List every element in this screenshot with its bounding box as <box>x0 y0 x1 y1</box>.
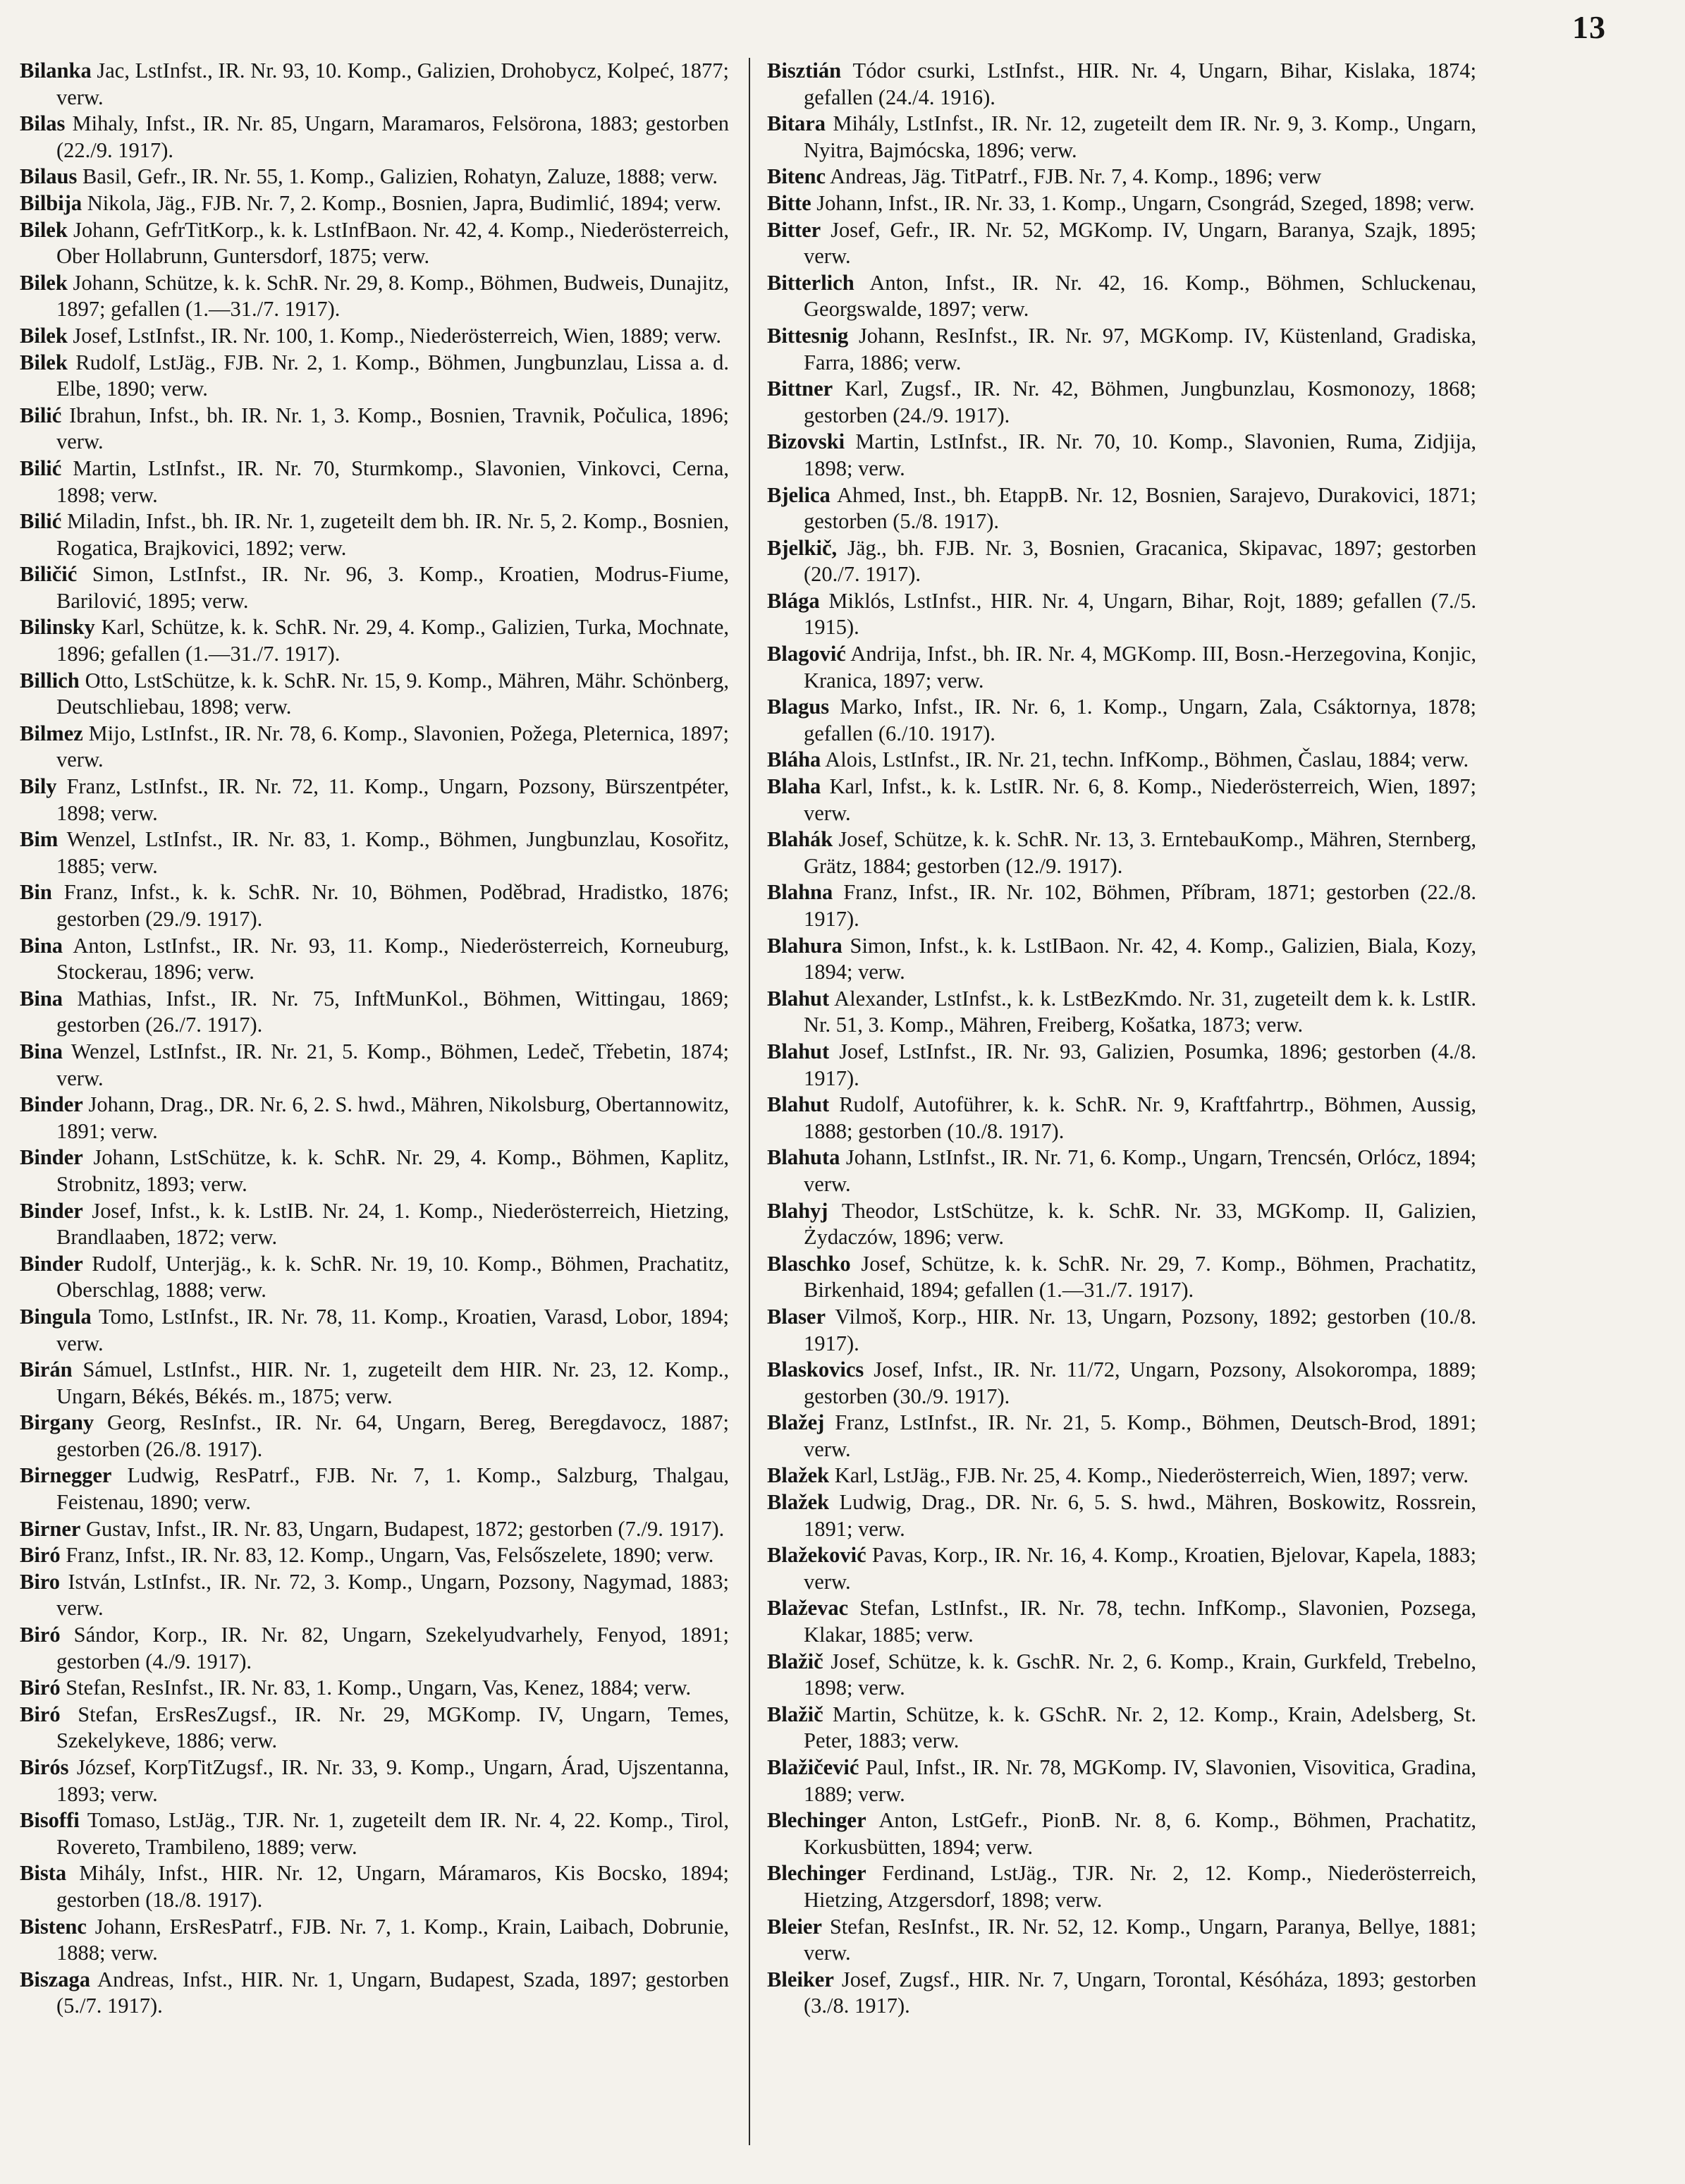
roll-entry <box>20 1251 729 1304</box>
entry-details: Otto, LstSchütze, k. k. SchR. Nr. 15, 9. Komp., Mähren, Mähr. Schönberg, Deutschliebau, 1898; verw. <box>56 668 730 719</box>
roll-entry <box>20 1304 729 1357</box>
roll-entry <box>767 1967 1476 2020</box>
roll-entry <box>20 164 729 190</box>
entry-surname: Bláha <box>767 748 821 772</box>
entry-surname: Birós <box>20 1755 69 1779</box>
entry-details: Stefan, LstInfst., IR. Nr. 78, techn. InfKomp., Slavonien, Pozsega, Klakar, 1885; verw. <box>804 1596 1476 1647</box>
entry-surname: Blaževac <box>767 1596 849 1621</box>
entry-surname: Binder <box>20 1092 83 1117</box>
entry-details: Johann, Schütze, k. k. SchR. Nr. 29, 8. Komp., Böhmen, Budweis, Dunajitz, 1897; gefallen (1.—31./7. 1917). <box>56 270 730 322</box>
roll-entry <box>767 376 1476 429</box>
entry-surname: Biró <box>20 1676 61 1700</box>
entry-details: Josef, Zugsf., HIR. Nr. 7, Ungarn, Torontal, Késóháza, 1893; gestorben (3./8. 1917). <box>804 1967 1476 2018</box>
entry-surname: Blahna <box>767 880 833 905</box>
entry-surname: Blažeković <box>767 1543 866 1568</box>
entry-surname: Blahut <box>767 1039 830 1063</box>
entry-surname: Birner <box>20 1516 81 1541</box>
entry-details: Tomo, LstInfst., IR. Nr. 78, 11. Komp., Kroatien, Varasd, Lobor, 1894; verw. <box>56 1304 730 1355</box>
roll-entry <box>20 1039 729 1092</box>
roll-entry <box>20 1092 729 1145</box>
entry-details: Josef, Schütze, k. k. SchR. Nr. 29, 7. Komp., Böhmen, Prachatitz, Birkenhaid, 1894; gefallen (1.—31./7. 1917). <box>804 1251 1476 1303</box>
entry-surname: Bilek <box>20 350 68 374</box>
entry-surname: Bitterlich <box>767 270 854 295</box>
entry-details: Josef, Schütze, k. k. GschR. Nr. 2, 6. Komp., Krain, Gurkfeld, Trebelno, 1898; verw. <box>804 1649 1477 1700</box>
roll-entry <box>20 403 729 456</box>
entry-surname: Biro <box>20 1569 61 1594</box>
column-divider <box>749 58 750 2145</box>
entry-surname: Blahura <box>767 933 842 958</box>
entry-details: Alois, LstInfst., IR. Nr. 21, techn. InfKomp., Böhmen, Časlau, 1884; verw. <box>825 748 1469 772</box>
entry-surname: Bilmez <box>20 721 83 745</box>
entry-surname: Blaser <box>767 1304 826 1329</box>
entry-surname: Blechinger <box>767 1861 866 1886</box>
entry-details: Anton, Infst., IR. Nr. 42, 16. Komp., Böhmen, Schluckenau, Georgswalde, 1897; verw. <box>804 270 1476 322</box>
entry-details: Georg, ResInfst., IR. Nr. 64, Ungarn, Bereg, Beregdavocz, 1887; gestorben (26./8. 1917). <box>56 1410 729 1461</box>
roll-entry <box>20 1622 729 1675</box>
entry-details: Andreas, Infst., HIR. Nr. 1, Ungarn, Budapest, Szada, 1897; gestorben (5./7. 1917). <box>56 1967 729 2018</box>
roll-entry <box>20 1516 729 1543</box>
entry-details: Johann, Drag., DR. Nr. 6, 2. S. hwd., Mähren, Nikolsburg, Obertannowitz, 1891; verw. <box>56 1092 729 1143</box>
entry-surname: Bjelkič, <box>767 535 838 560</box>
entry-surname: Bilić <box>20 509 62 534</box>
entry-details: Tomaso, LstJäg., TJR. Nr. 1, zugeteilt dem IR. Nr. 4, 22. Komp., Tirol, Rovereto, Trambileno, 1889; verw. <box>56 1808 730 1859</box>
entry-surname: Biró <box>20 1543 61 1568</box>
left-column <box>20 58 729 2020</box>
entry-surname: Blaha <box>767 774 821 799</box>
entry-details: Miklós, LstInfst., HIR. Nr. 4, Ungarn, Bihar, Rojt, 1889; gefallen (7./5. 1915). <box>804 588 1476 640</box>
roll-entry <box>767 1860 1476 1913</box>
entry-details: Mihaly, Infst., IR. Nr. 85, Ungarn, Maramaros, Felsörona, 1883; gestorben (22./9. 1917). <box>56 111 729 162</box>
entry-surname: Bilaus <box>20 164 78 189</box>
entry-details: Karl, Infst., k. k. LstIR. Nr. 6, 8. Komp., Niederösterreich, Wien, 1897; verw. <box>804 774 1476 825</box>
roll-entry <box>767 1039 1476 1092</box>
roll-entry <box>767 826 1476 879</box>
roll-entry <box>767 1489 1476 1542</box>
roll-entry <box>20 721 729 774</box>
entry-surname: Birán <box>20 1358 73 1382</box>
entry-surname: Bilas <box>20 111 66 136</box>
entry-details: Franz, Infst., k. k. SchR. Nr. 10, Böhmen, Poděbrad, Hradistko, 1876; gestorben (29./9. 1917). <box>56 880 729 931</box>
roll-entry <box>767 933 1476 986</box>
entry-details: Johann, Infst., IR. Nr. 33, 1. Komp., Ungarn, Csongrád, Szeged, 1898; verw. <box>816 190 1475 215</box>
roll-entry <box>20 58 729 111</box>
entry-surname: Blažič <box>767 1649 823 1673</box>
entry-details: Sándor, Korp., IR. Nr. 82, Ungarn, Szekelyudvarhely, Fenyod, 1891; gestorben (4./9. 1917). <box>56 1623 729 1673</box>
entry-details: Tódor csurki, LstInfst., HIR. Nr. 4, Ungarn, Bihar, Kislaka, 1874; gefallen (24./4. 1916). <box>804 59 1476 109</box>
entry-surname: Bilek <box>20 270 68 295</box>
roll-entry <box>20 826 729 879</box>
roll-entry <box>20 1198 729 1251</box>
roll-entry <box>20 561 729 614</box>
roll-entry <box>20 1145 729 1197</box>
entry-details: Rudolf, Autoführer, k. k. SchR. Nr. 9, Kraftfahrtrp., Böhmen, Aussig, 1888; gestorben (10./8. 1917). <box>804 1092 1476 1143</box>
roll-entry <box>767 1251 1476 1304</box>
roll-entry <box>767 164 1476 190</box>
entry-surname: Bilinsky <box>20 615 95 640</box>
roll-entry <box>767 1702 1476 1755</box>
entry-details: Theodor, LstSchütze, k. k. SchR. Nr. 33, MGKomp. II, Galizien, Żydaczów, 1896; verw. <box>804 1198 1476 1250</box>
entry-details: Ferdinand, LstJäg., TJR. Nr. 2, 12. Komp., Niederösterreich, Hietzing, Atzgersdorf, 1898; verw. <box>804 1861 1476 1912</box>
roll-entry <box>20 933 729 986</box>
entry-surname: Bim <box>20 827 59 852</box>
entry-surname: Bina <box>20 986 63 1011</box>
roll-entry <box>767 1542 1476 1595</box>
roll-entry <box>767 58 1476 111</box>
entry-surname: Biró <box>20 1702 61 1726</box>
entry-surname: Bingula <box>20 1304 92 1329</box>
roll-entry <box>767 1357 1476 1410</box>
entry-details: Johann, ResInfst., IR. Nr. 97, MGKomp. IV, Küstenland, Gradiska, Farra, 1886; verw. <box>804 323 1476 374</box>
roll-entry <box>20 1463 729 1515</box>
roll-entry <box>767 482 1476 535</box>
entry-details: Vilmoš, Korp., HIR. Nr. 13, Ungarn, Pozsony, 1892; gestorben (10./8. 1917). <box>804 1304 1476 1355</box>
entry-details: Franz, Infst., IR. Nr. 83, 12. Komp., Ungarn, Vas, Felsőszelete, 1890; verw. <box>66 1543 714 1568</box>
entry-surname: Blahut <box>767 986 830 1011</box>
entry-surname: Bily <box>20 774 57 799</box>
roll-entry <box>20 190 729 217</box>
right-column <box>767 58 1476 2020</box>
entry-details: Jac, LstInfst., IR. Nr. 93, 10. Komp., Galizien, Drohobycz, Kolpeć, 1877; verw. <box>56 59 729 109</box>
roll-entry <box>767 429 1476 482</box>
roll-entry <box>767 1807 1476 1860</box>
entry-details: Mihály, LstInfst., IR. Nr. 12, zugeteilt dem IR. Nr. 9, 3. Komp., Ungarn, Nyitra, Bajmócska, 1896; verw. <box>804 111 1476 162</box>
entry-details: Rudolf, LstJäg., FJB. Nr. 2, 1. Komp., Böhmen, Jungbunzlau, Lissa a. d. Elbe, 1890; verw. <box>56 350 729 401</box>
entry-details: Mihály, Infst., HIR. Nr. 12, Ungarn, Máramaros, Kis Bocsko, 1894; gestorben (18./8. 1917). <box>56 1861 729 1912</box>
roll-entry <box>767 111 1476 164</box>
entry-details: Jäg., bh. FJB. Nr. 3, Bosnien, Gracanica, Skipavac, 1897; gestorben (20./7. 1917). <box>804 535 1476 587</box>
roll-entry <box>767 694 1476 747</box>
entry-surname: Biličić <box>20 562 78 587</box>
entry-details: Martin, Schütze, k. k. GSchR. Nr. 2, 12. Komp., Krain, Adelsberg, St. Peter, 1883; verw. <box>804 1702 1476 1753</box>
entry-surname: Bilić <box>20 403 62 427</box>
entry-surname: Blažek <box>767 1490 830 1515</box>
roll-entry <box>767 323 1476 376</box>
entry-surname: Bitter <box>767 217 821 242</box>
roll-entry <box>20 350 729 403</box>
entry-details: Andreas, Jäg. TitPatrf., FJB. Nr. 7, 4. Komp., 1896; verw <box>829 164 1322 189</box>
entry-details: Marko, Infst., IR. Nr. 6, 1. Komp., Ungarn, Zala, Csáktornya, 1878; gefallen (6./10. 1917). <box>804 695 1477 745</box>
entry-surname: Binder <box>20 1251 83 1276</box>
entry-surname: Biszaga <box>20 1967 90 1991</box>
entry-details: Josef, Schütze, k. k. SchR. Nr. 13, 3. ErntebauKomp., Mähren, Sternberg, Grätz, 1884; gestorben (12./9. 1917). <box>804 827 1476 878</box>
entry-surname: Blagović <box>767 642 846 666</box>
entry-details: Johann, GefrTitKorp., k. k. LstInfBaon. Nr. 42, 4. Komp., Niederösterreich, Ober Hollabrunn, Guntersdorf, 1875; verw. <box>56 217 730 269</box>
entry-details: Karl, LstJäg., FJB. Nr. 25, 4. Komp., Niederösterreich, Wien, 1897; verw. <box>834 1463 1469 1488</box>
roll-entry <box>20 986 729 1039</box>
entry-surname: Bina <box>20 1039 63 1063</box>
entry-surname: Blažek <box>767 1463 830 1488</box>
roll-entry <box>767 1649 1476 1702</box>
entry-surname: Bittner <box>767 377 833 401</box>
entry-details: Franz, LstInfst., IR. Nr. 21, 5. Komp., Böhmen, Deutsch-Brod, 1891; verw. <box>804 1410 1477 1461</box>
roll-entry <box>20 1967 729 2020</box>
entry-surname: Bilbija <box>20 190 82 215</box>
entry-details: Simon, LstInfst., IR. Nr. 96, 3. Komp., Kroatien, Modrus-Fiume, Barilović, 1895; verw. <box>56 562 730 613</box>
roll-entry <box>767 1595 1476 1648</box>
entry-details: Rudolf, Unterjäg., k. k. SchR. Nr. 19, 10. Komp., Böhmen, Prachatitz, Oberschlag, 1888; verw. <box>56 1251 730 1303</box>
entry-surname: Bin <box>20 880 52 905</box>
roll-entry <box>20 1542 729 1569</box>
entry-details: Mathias, Infst., IR. Nr. 75, InftMunKol., Böhmen, Wittingau, 1869; gestorben (26./7. 1917). <box>56 986 729 1037</box>
roll-entry <box>767 1914 1476 1967</box>
roll-entry <box>767 1145 1476 1197</box>
entry-surname: Blažej <box>767 1410 825 1435</box>
roll-entry <box>767 1755 1476 1807</box>
entry-surname: Bistenc <box>20 1914 87 1939</box>
entry-details: Stefan, ResInfst., IR. Nr. 52, 12. Komp., Ungarn, Paranya, Bellye, 1881; verw. <box>804 1914 1476 1965</box>
entry-surname: Bitenc <box>767 164 826 189</box>
entry-details: Franz, LstInfst., IR. Nr. 72, 11. Komp., Ungarn, Pozsony, Bürszentpéter, 1898; verw. <box>56 774 729 825</box>
entry-surname: Blahuta <box>767 1145 840 1170</box>
roll-entry <box>20 1675 729 1702</box>
entry-details: József, KorpTitZugsf., IR. Nr. 33, 9. Komp., Ungarn, Árad, Ujszentanna, 1893; verw. <box>56 1755 730 1806</box>
entry-details: Karl, Schütze, k. k. SchR. Nr. 29, 4. Komp., Galizien, Turka, Mochnate, 1896; gefallen (1.—31./7. 1917). <box>56 615 730 666</box>
entry-details: Sámuel, LstInfst., HIR. Nr. 1, zugeteilt dem HIR. Nr. 23, 12. Komp., Ungarn, Békés, Békés. m., 1875; verw. <box>56 1358 730 1408</box>
entry-details: Josef, LstInfst., IR. Nr. 93, Galizien, Posumka, 1896; gestorben (4./8. 1917). <box>804 1039 1477 1090</box>
entry-details: Ibrahun, Infst., bh. IR. Nr. 1, 3. Komp., Bosnien, Travnik, Počulica, 1896; verw. <box>56 403 729 454</box>
entry-details: Josef, Infst., k. k. LstIB. Nr. 24, 1. Komp., Niederösterreich, Hietzing, Brandlaaben, 1872; verw. <box>56 1198 730 1250</box>
entry-surname: Blahyj <box>767 1198 828 1223</box>
entry-details: Wenzel, LstInfst., IR. Nr. 83, 1. Komp., Böhmen, Jungbunzlau, Kosořitz, 1885; verw. <box>56 827 729 878</box>
entry-surname: Birgany <box>20 1410 94 1435</box>
roll-entry <box>767 217 1476 270</box>
entry-surname: Bisoffi <box>20 1808 80 1833</box>
roll-entry <box>767 1198 1476 1251</box>
entry-surname: Bilanka <box>20 59 92 83</box>
roll-entry <box>20 1410 729 1463</box>
entry-surname: Bilić <box>20 456 62 480</box>
entry-surname: Blažič <box>767 1702 823 1726</box>
entry-details: Nikola, Jäg., FJB. Nr. 7, 2. Komp., Bosnien, Japra, Budimlić, 1894; verw. <box>87 190 722 215</box>
entry-details: Martin, LstInfst., IR. Nr. 70, 10. Komp., Slavonien, Ruma, Zidjija, 1898; verw. <box>804 429 1476 480</box>
entry-details: Stefan, ErsResZugsf., IR. Nr. 29, MGKomp. IV, Ungarn, Temes, Szekelykeve, 1886; verw. <box>56 1702 730 1753</box>
entry-details: Karl, Zugsf., IR. Nr. 42, Böhmen, Jungbunzlau, Kosmonozy, 1868; gestorben (24./9. 1917). <box>804 377 1476 427</box>
roll-entry <box>20 1914 729 1967</box>
entry-surname: Bitara <box>767 111 826 136</box>
page-number: 13 <box>1572 9 1606 45</box>
entry-details: Gustav, Infst., IR. Nr. 83, Ungarn, Budapest, 1872; gestorben (7./9. 1917). <box>86 1516 725 1541</box>
entry-surname: Bjelica <box>767 482 831 507</box>
roll-entry <box>20 668 729 721</box>
entry-surname: Blaschko <box>767 1251 851 1276</box>
entry-details: Alexander, LstInfst., k. k. LstBezKmdo. Nr. 31, zugeteilt dem k. k. LstIR. Nr. 51, 3. Komp., Mähren, Freiberg, Košatka, 1873; verw. <box>804 986 1476 1037</box>
entry-details: Johann, LstInfst., IR. Nr. 71, 6. Komp., Ungarn, Trencsén, Orlócz, 1894; verw. <box>804 1145 1477 1196</box>
entry-details: Anton, LstGefr., PionB. Nr. 8, 6. Komp., Böhmen, Prachatitz, Korkusbütten, 1894; verw. <box>804 1808 1476 1859</box>
entry-surname: Bisztián <box>767 59 842 83</box>
entry-surname: Bilek <box>20 323 68 348</box>
entry-surname: Biró <box>20 1623 61 1647</box>
roll-entry <box>767 986 1476 1039</box>
entry-details: Ludwig, Drag., DR. Nr. 6, 5. S. hwd., Mähren, Boskowitz, Rossrein, 1891; verw. <box>804 1490 1477 1541</box>
entry-surname: Blažičević <box>767 1755 859 1779</box>
roll-entry <box>20 111 729 164</box>
entry-details: Martin, LstInfst., IR. Nr. 70, Sturmkomp., Slavonien, Vinkovci, Cerna, 1898; verw. <box>56 456 729 507</box>
roll-entry <box>20 1702 729 1755</box>
entry-details: Simon, Infst., k. k. LstIBaon. Nr. 42, 4. Komp., Galizien, Biala, Kozy, 1894; verw. <box>804 933 1476 984</box>
roll-entry <box>20 1357 729 1410</box>
entry-surname: Bittesnig <box>767 323 849 348</box>
roll-entry <box>20 1807 729 1860</box>
entry-surname: Binder <box>20 1198 83 1223</box>
entry-surname: Bilek <box>20 217 68 242</box>
entry-details: Anton, LstInfst., IR. Nr. 93, 11. Komp., Niederösterreich, Korneuburg, Stockerau, 1896; verw. <box>56 933 729 984</box>
roll-entry <box>767 747 1476 774</box>
roll-entry <box>20 614 729 667</box>
roll-entry <box>767 774 1476 826</box>
entry-surname: Blahák <box>767 827 833 852</box>
entry-details: Johann, LstSchütze, k. k. SchR. Nr. 29, 4. Komp., Böhmen, Kaplitz, Strobnitz, 1893; verw. <box>56 1145 729 1196</box>
entry-surname: Bleiker <box>767 1967 834 1991</box>
roll-entry <box>20 1860 729 1913</box>
roll-entry <box>767 641 1476 694</box>
entry-surname: Bina <box>20 933 63 958</box>
entry-details: Josef, Infst., IR. Nr. 11/72, Ungarn, Pozsony, Alsokorompa, 1889; gestorben (30./9. 1917). <box>804 1358 1477 1408</box>
entry-surname: Bitte <box>767 190 811 215</box>
entry-surname: Bista <box>20 1861 67 1886</box>
roll-entry <box>20 508 729 561</box>
entry-surname: Birnegger <box>20 1463 112 1488</box>
entry-details: Johann, ErsResPatrf., FJB. Nr. 7, 1. Komp., Krain, Laibach, Dobrunie, 1888; verw. <box>56 1914 729 1965</box>
roll-entry <box>767 588 1476 641</box>
roll-entry <box>767 879 1476 932</box>
entry-surname: Blaskovics <box>767 1358 864 1382</box>
entry-details: Basil, Gefr., IR. Nr. 55, 1. Komp., Galizien, Rohatyn, Zaluze, 1888; verw. <box>82 164 718 189</box>
entry-details: Paul, Infst., IR. Nr. 78, MGKomp. IV, Slavonien, Visovitica, Gradina, 1889; verw. <box>804 1755 1476 1806</box>
entry-details: István, LstInfst., IR. Nr. 72, 3. Komp., Ungarn, Pozsony, Nagymad, 1883; verw. <box>56 1569 730 1621</box>
roll-entry <box>767 1410 1476 1463</box>
entry-details: Josef, LstInfst., IR. Nr. 100, 1. Komp., Niederösterreich, Wien, 1889; verw. <box>73 323 721 348</box>
roll-entry <box>20 879 729 932</box>
roll-entry <box>767 535 1476 588</box>
entry-details: Franz, Infst., IR. Nr. 102, Böhmen, Příbram, 1871; gestorben (22./8. 1917). <box>804 880 1477 931</box>
roll-entry <box>767 1092 1476 1145</box>
entry-details: Pavas, Korp., IR. Nr. 16, 4. Komp., Kroatien, Bjelovar, Kapela, 1883; verw. <box>804 1543 1477 1594</box>
roll-entry <box>20 1755 729 1807</box>
roll-entry <box>767 190 1476 217</box>
roll-entry <box>20 270 729 323</box>
entry-surname: Bizovski <box>767 429 845 454</box>
entry-surname: Blechinger <box>767 1808 866 1833</box>
entry-details: Wenzel, LstInfst., IR. Nr. 21, 5. Komp., Böhmen, Ledeč, Třebetin, 1874; verw. <box>56 1039 729 1090</box>
entry-surname: Blága <box>767 588 820 613</box>
entry-surname: Billich <box>20 668 80 693</box>
roll-entry <box>20 323 729 350</box>
roll-entry <box>20 217 729 270</box>
roll-entry <box>20 1569 729 1622</box>
entry-details: Andrija, Infst., bh. IR. Nr. 4, MGKomp. III, Bosn.-Herzegovina, Konjic, Kranica, 1897; verw. <box>804 642 1476 693</box>
entry-details: Mijo, LstInfst., IR. Nr. 78, 6. Komp., Slavonien, Požega, Pleternica, 1897; verw. <box>56 721 730 772</box>
roll-entry <box>767 1463 1476 1489</box>
roll-entry <box>767 270 1476 323</box>
entry-surname: Blahut <box>767 1092 830 1117</box>
entry-details: Stefan, ResInfst., IR. Nr. 83, 1. Komp., Ungarn, Vas, Kenez, 1884; verw. <box>66 1676 692 1700</box>
entry-details: Ahmed, Inst., bh. EtappB. Nr. 12, Bosnien, Sarajevo, Durakovici, 1871; gestorben (5./8. 1917). <box>804 482 1476 534</box>
entry-surname: Binder <box>20 1145 83 1170</box>
roll-entry <box>20 456 729 508</box>
entry-details: Josef, Gefr., IR. Nr. 52, MGKomp. IV, Ungarn, Baranya, Szajk, 1895; verw. <box>804 217 1477 269</box>
roll-entry <box>20 774 729 826</box>
entry-surname: Bleier <box>767 1914 822 1939</box>
roll-entry <box>767 1304 1476 1357</box>
entry-details: Miladin, Infst., bh. IR. Nr. 1, zugeteilt dem bh. IR. Nr. 5, 2. Komp., Bosnien, Rogatica, Brajkovici, 1892; verw. <box>56 509 729 560</box>
entry-surname: Blagus <box>767 695 830 719</box>
entry-details: Ludwig, ResPatrf., FJB. Nr. 7, 1. Komp., Salzburg, Thalgau, Feistenau, 1890; verw. <box>56 1463 729 1515</box>
